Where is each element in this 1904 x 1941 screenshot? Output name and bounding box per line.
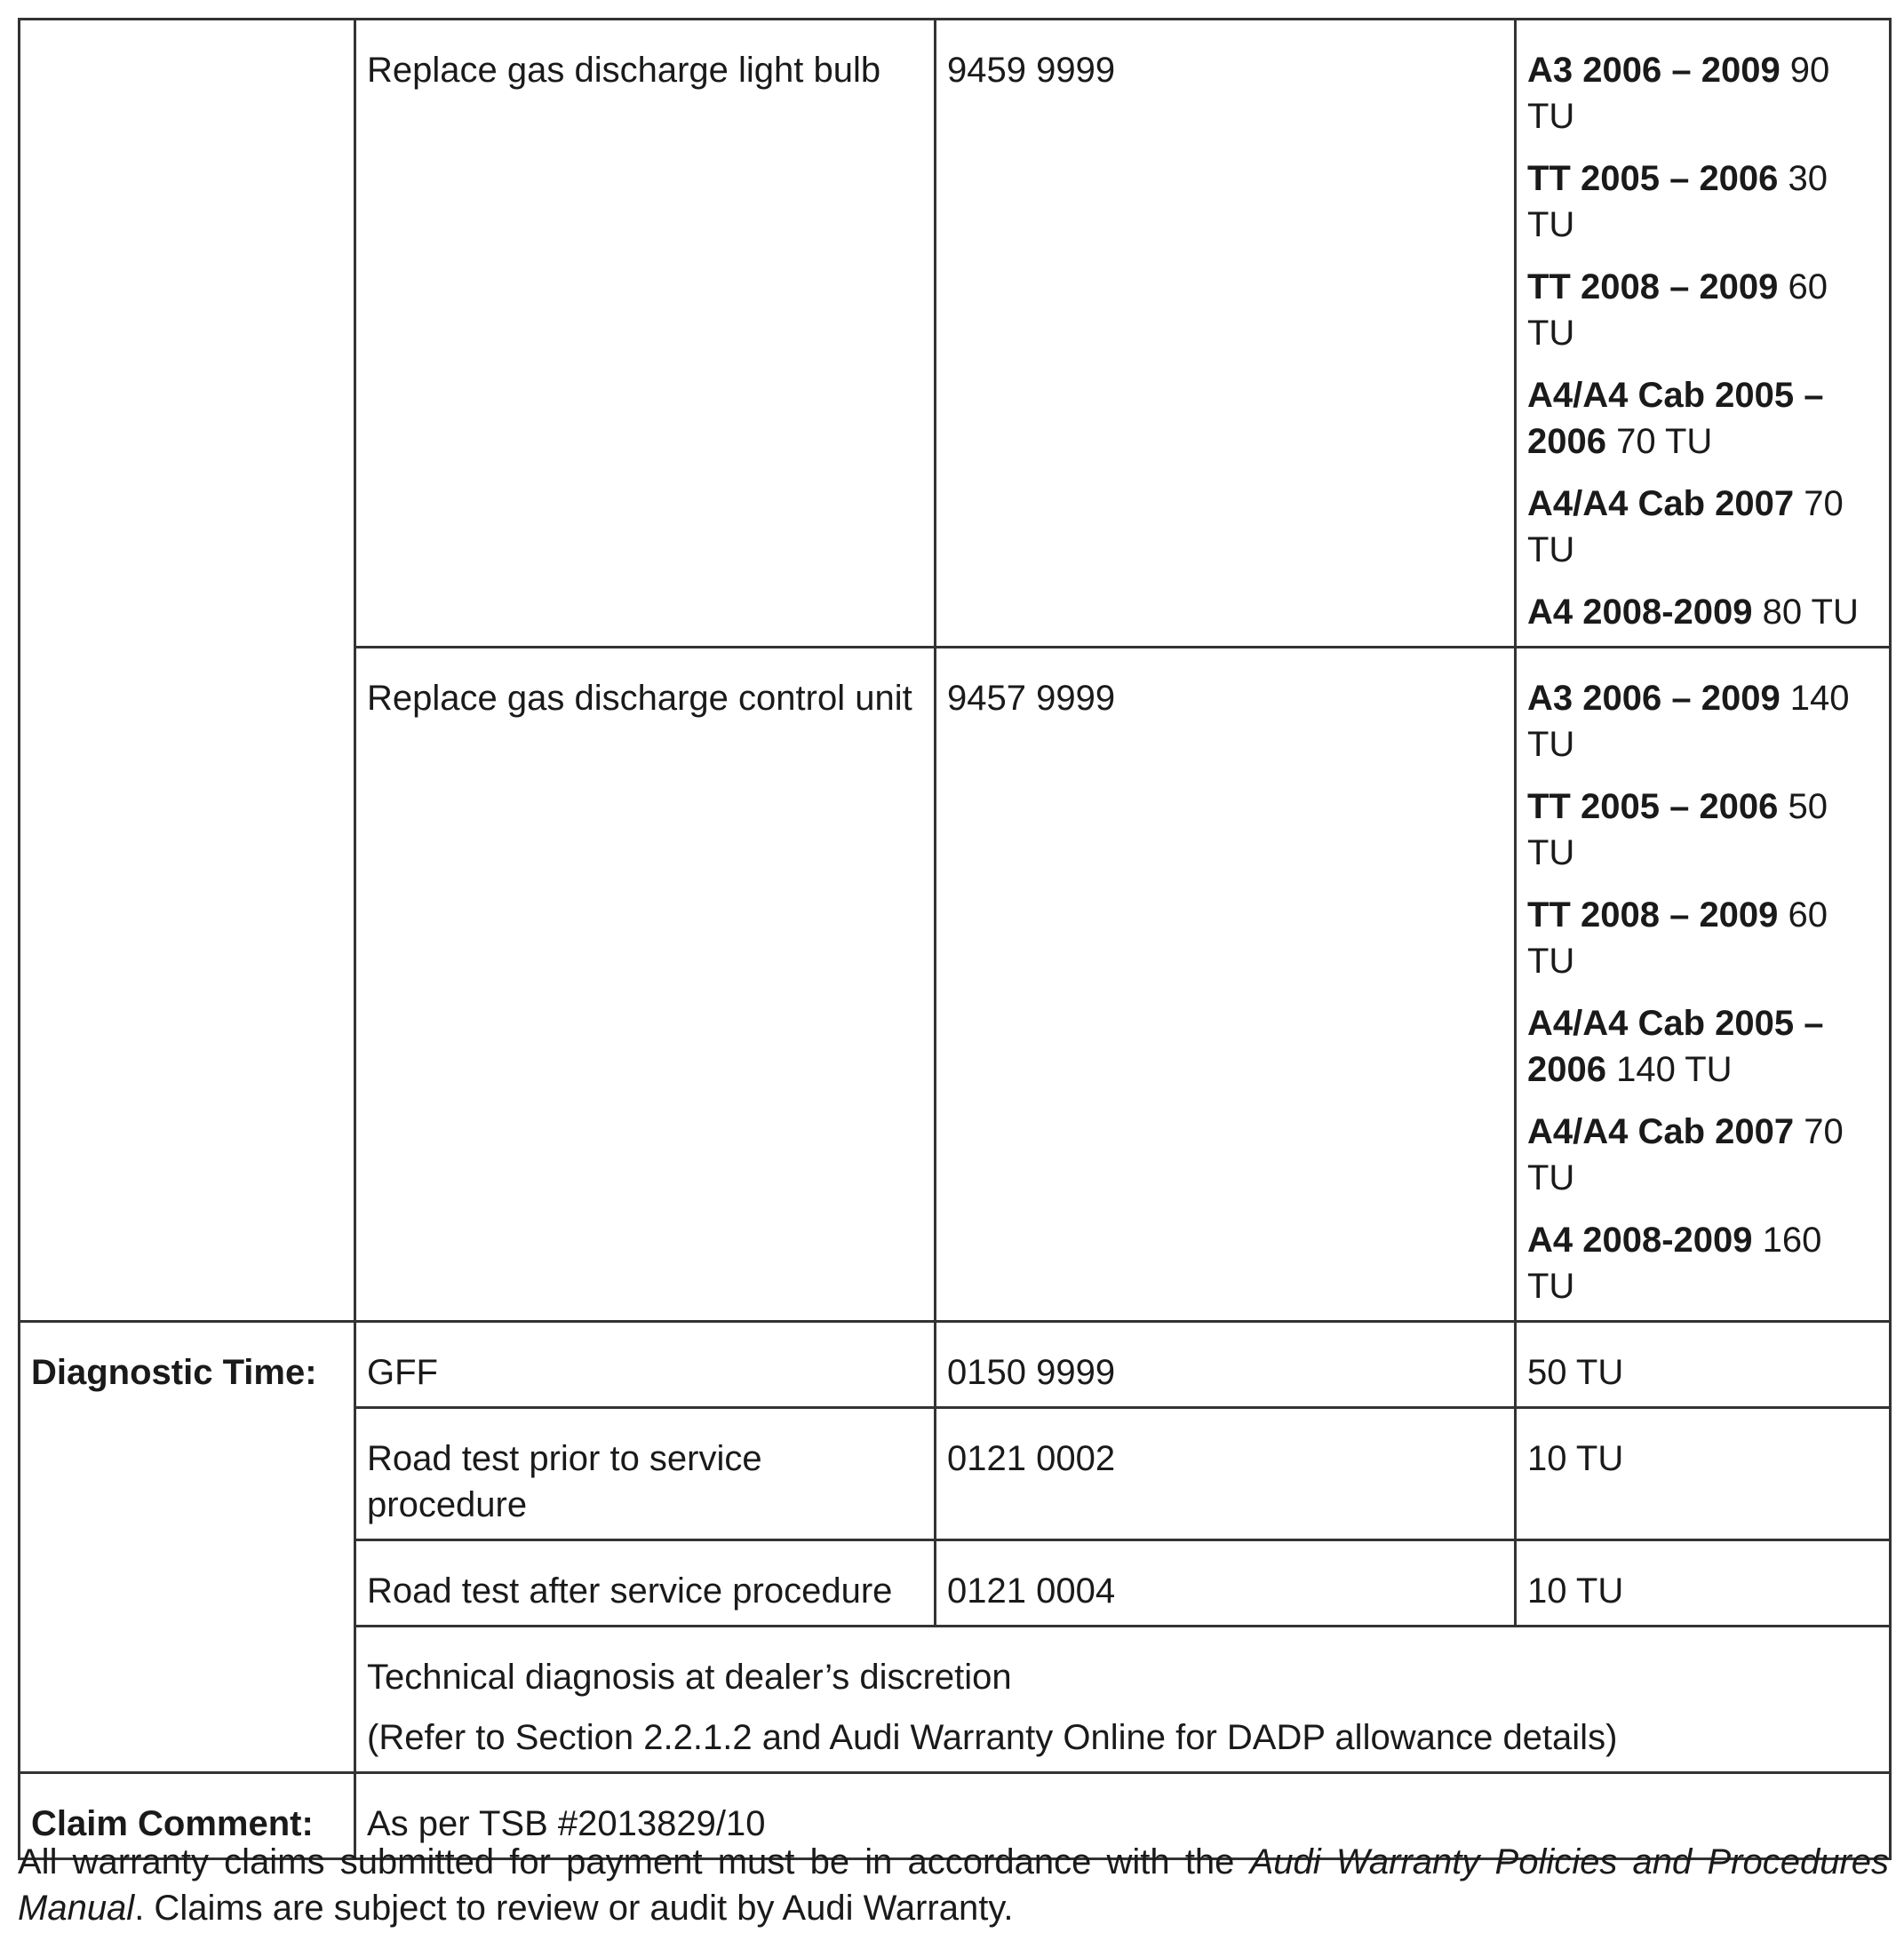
diagnostic-time-label: Diagnostic Time: (20, 1322, 355, 1773)
time-unit-entry: TT 2008 – 2009 60 TU (1527, 895, 1828, 981)
time-units-cell (1516, 648, 1891, 1322)
time-unit-entry: A4 2008-2009 80 TU (1527, 593, 1859, 632)
time-unit-entry: A4 2008-2009 160 TU (1527, 1221, 1822, 1306)
footer-text: . Claims are subject to review or audit by Audi Warranty. (134, 1889, 1014, 1928)
time-units-cell (1516, 20, 1891, 648)
labor-code-cell: 9459 9999 (936, 20, 1516, 648)
diagnostic-note-cell (355, 1627, 1891, 1773)
diagnostic-note-reference: (Refer to Section 2.2.1.2 and Audi Warranty Online for DADP allowance details) (367, 1718, 1618, 1757)
operation-cell: Road test after service procedure (355, 1540, 936, 1627)
manual-title: Audi Warranty Policies and Procedures Manual (18, 1842, 1890, 1928)
time-units-cell: 10 TU (1516, 1408, 1891, 1540)
time-unit-entry: A4/A4 Cab 2007 70 TU (1527, 484, 1844, 569)
labor-operations-table-container (18, 18, 1889, 1860)
empty-label-cell (20, 20, 355, 1322)
diagnostic-note-line: Technical diagnosis at dealer’s discretion (367, 1658, 1012, 1697)
time-unit-entry: A3 2006 – 2009 90 TU (1527, 51, 1830, 136)
time-units-cell: 10 TU (1516, 1540, 1891, 1627)
operation-cell: Replace gas discharge light bulb (355, 20, 936, 648)
labor-code-cell: 0121 0002 (936, 1408, 1516, 1540)
time-unit-entry: A4/A4 Cab 2005 – 2006 70 TU (1527, 376, 1824, 461)
table-row (20, 1322, 1891, 1408)
time-unit-entry: A4/A4 Cab 2005 – 2006 140 TU (1527, 1004, 1824, 1089)
time-unit-entry: TT 2005 – 2006 50 TU (1527, 787, 1828, 872)
table-row (20, 20, 1891, 648)
labor-code-cell: 0121 0004 (936, 1540, 1516, 1627)
operation-cell: Replace gas discharge control unit (355, 648, 936, 1322)
labor-operations-table (18, 18, 1892, 1860)
time-units-cell: 50 TU (1516, 1322, 1891, 1408)
time-unit-entry: A4/A4 Cab 2007 70 TU (1527, 1112, 1844, 1197)
time-unit-entry: TT 2008 – 2009 60 TU (1527, 267, 1828, 353)
operation-cell: Road test prior to service procedure (355, 1408, 936, 1540)
time-unit-entry: TT 2005 – 2006 30 TU (1527, 159, 1828, 244)
time-unit-entry: A3 2006 – 2009 140 TU (1527, 679, 1850, 764)
operation-cell: GFF (355, 1322, 936, 1408)
warranty-footer-note (18, 1839, 1889, 1931)
footer-text: All warranty claims submitted for payment must be in accordance with the (18, 1842, 1250, 1881)
claim-comment-label: Claim Comment: (20, 1773, 355, 1859)
labor-code-cell: 9457 9999 (936, 648, 1516, 1322)
claim-comment-value: As per TSB #2013829/10 (355, 1773, 1891, 1859)
labor-code-cell: 0150 9999 (936, 1322, 1516, 1408)
